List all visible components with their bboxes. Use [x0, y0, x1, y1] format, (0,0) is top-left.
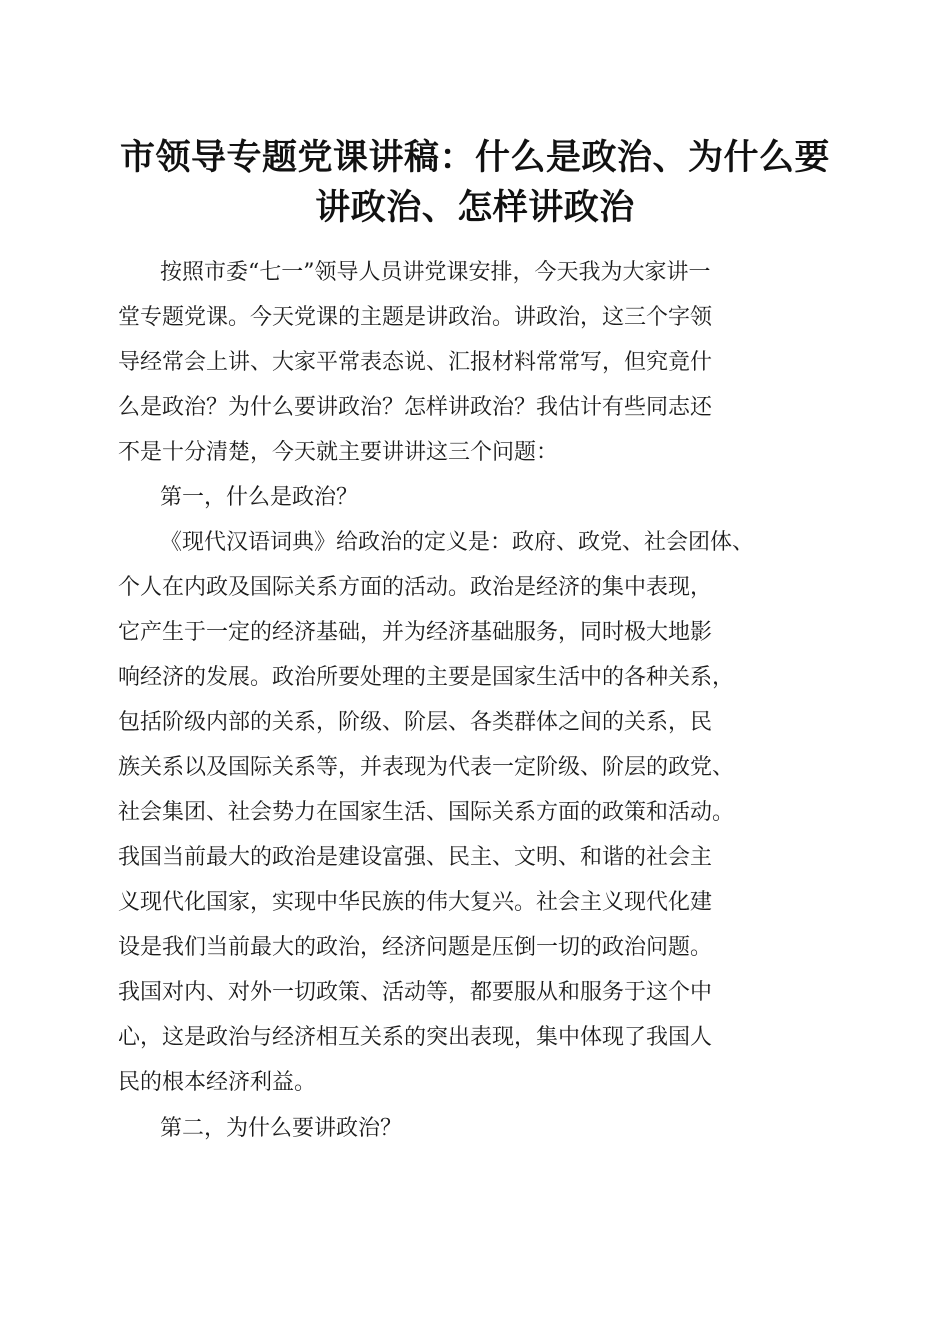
- section-1-paragraph: [118, 520, 838, 1105]
- title-line-2: 讲政治、怎样讲政治: [315, 187, 635, 228]
- document-title: [100, 133, 850, 233]
- paragraph-line: 义现代化国家，实现中华民族的伟大复兴。社会主义现代化建: [118, 890, 713, 915]
- paragraph-line: 民的根本经济利益。: [118, 1070, 317, 1095]
- paragraph-line: 不是十分清楚，今天就主要讲讲这三个问题：: [118, 440, 559, 465]
- paragraph-line: 我国当前最大的政治是建设富强、民主、文明、和谐的社会主: [118, 845, 713, 870]
- paragraph-line: 包括阶级内部的关系，阶级、阶层、各类群体之间的关系，民: [118, 710, 713, 735]
- paragraph-line: 堂专题党课。今天党课的主题是讲政治。讲政治，这三个字领: [118, 305, 713, 330]
- intro-paragraph: [118, 250, 838, 475]
- title-line-1: 市领导专题党课讲稿：什么是政治、为什么要: [119, 137, 830, 178]
- paragraph-line: 个人在内政及国际关系方面的活动。政治是经济的集中表现，: [118, 575, 713, 600]
- paragraph-line: 心，这是政治与经济相互关系的突出表现，集中体现了我国人: [118, 1025, 713, 1050]
- paragraph-line: 导经常会上讲、大家平常表态说、汇报材料常常写，但究竟什: [118, 350, 713, 375]
- document-body: [118, 250, 838, 1151]
- paragraph-line: 设是我们当前最大的政治，经济问题是压倒一切的政治问题。: [118, 935, 713, 960]
- paragraph-line: 响经济的发展。政治所要处理的主要是国家生活中的各种关系，: [118, 665, 735, 690]
- section-1-heading: 第一，什么是政治？: [160, 485, 359, 510]
- paragraph-line: 它产生于一定的经济基础，并为经济基础服务，同时极大地影: [118, 620, 713, 645]
- section-2-heading: 第二，为什么要讲政治？: [160, 1116, 403, 1141]
- paragraph-line: 族关系以及国际关系等，并表现为代表一定阶级、阶层的政党、: [118, 755, 735, 780]
- paragraph-line: 按照市委“七一”领导人员讲党课安排，今天我为大家讲一: [160, 260, 711, 285]
- paragraph-line: 社会集团、社会势力在国家生活、国际关系方面的政策和活动。: [118, 800, 735, 825]
- paragraph-line: 《现代汉语词典》给政治的定义是：政府、政党、社会团体、: [160, 530, 755, 555]
- paragraph-line: 么是政治？为什么要讲政治？怎样讲政治？我估计有些同志还: [118, 395, 713, 420]
- paragraph-line: 我国对内、对外一切政策、活动等，都要服从和服务于这个中: [118, 980, 713, 1005]
